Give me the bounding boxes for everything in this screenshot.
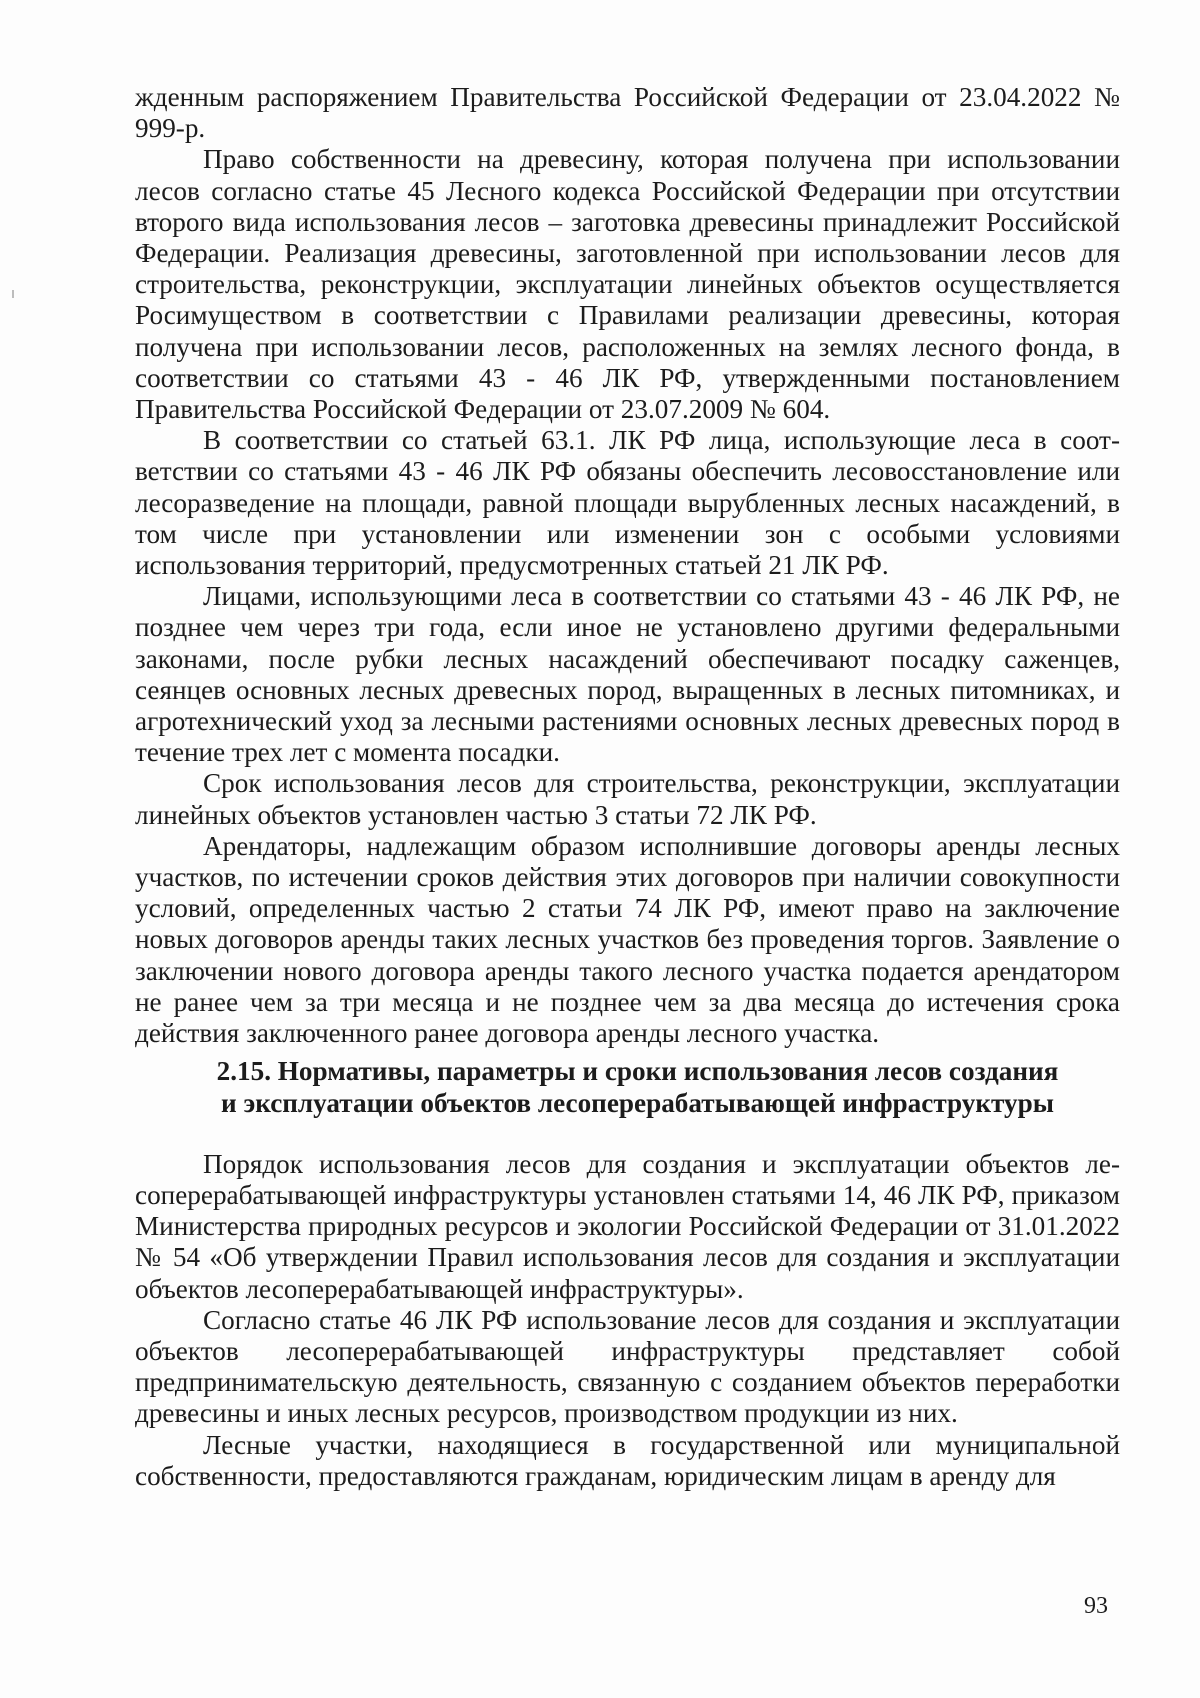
document-body <box>135 82 1120 1492</box>
section-heading <box>135 1056 1120 1118</box>
paragraph: Лесные участки, находящиеся в государственной или муниципальной собственности, предоставляются гражданам, юридическим лицам в аренду для <box>135 1429 1120 1491</box>
section-heading-line-1: 2.15. Нормативы, параметры и сроки использования лесов создания <box>216 1056 1059 1087</box>
paragraph: Порядок использования лесов для создания и эксплуатации объектов лесоперерабатывающей инфраструктуры установлен статьями 14, 46 ЛК РФ, приказом Министерства природных ресурсов и экологии Российской Федерации от 31.01.2022 № 54 «Об утверждении Правил использования лесов для создания и эксплуатации объектов лесоперерабатывающей инфраструктуры». <box>135 1148 1120 1304</box>
section-heading-line-2: и эксплуатации объектов лесоперерабатывающей инфраструктуры <box>221 1087 1054 1118</box>
paragraph: Право собственности на древесину, которая получена при использовании лесов согласно статье 45 Лесного кодекса Российской Федерации при отсутствии второго вида использования лесов – заготовка древесины принадлежит Российской Федерации. Реализация древесины, заготовленной при использовании лесов для строительства, реконструкции, эксплуатации линейных объектов осуществляется Росимуществом в соответствии с Правилами реализации древесины, которая получена при использовании лесов, расположенных на землях лесного фонда, в соответствии со статьями 43 - 46 ЛК РФ, утвержденными постановлением Правительства Российской Федерации от 23.07.2009 № 604. <box>135 144 1120 425</box>
paragraph: Срок использования лесов для строительства, реконструкции, эксплуатации линейных объектов установлен частью 3 статьи 72 ЛК РФ. <box>135 768 1120 830</box>
page-number: 93 <box>1084 1593 1108 1619</box>
paragraph: В соответствии со статьей 63.1. ЛК РФ лица, использующие леса в соответствии со статьями 43 - 46 ЛК РФ обязаны обеспечить лесовосстановление или лесоразведение на площади, равной площади вырубленных лесных насаждений, в том числе при установлении или изменении зон с особыми условиями использования территорий, предусмотренных статьей 21 ЛК РФ. <box>135 425 1120 581</box>
spacer <box>135 1119 1120 1149</box>
paragraph-continuation: жденным распоряжением Правительства Российской Федерации от 23.04.2022 № 999-р. <box>135 82 1120 144</box>
scan-mark <box>12 290 14 298</box>
paragraph: Согласно статье 46 ЛК РФ использование лесов для создания и эксплуатации объектов лесоперерабатывающей инфраструктуры представляет собой предпринимательскую деятельность, связанную с созданием объектов переработки древесины и иных лесных ресурсов, производством продукции из них. <box>135 1304 1120 1429</box>
paragraph: Арендаторы, надлежащим образом исполнившие договоры аренды лесных участков, по истечении сроков действия этих договоров при наличии совокупности условий, определенных частью 2 статьи 74 ЛК РФ, имеют право на заключение новых договоров аренды таких лесных участков без проведения торгов. Заявление о заключении нового договора аренды такого лесного участка подается арендатором не ранее чем за три месяца и не позднее чем за два месяца до истечения срока действия заключенного ранее договора аренды лесного участка. <box>135 830 1120 1049</box>
paragraph: Лицами, использующими леса в соответствии со статьями 43 - 46 ЛК РФ, не позднее чем через три года, если иное не установлено другими федеральными законами, после рубки лесных насаждений обеспечивают посадку саженцев, сеянцев основных лесных древесных пород, выращенных в лесных питомниках, и агротехнический уход за лесными растениями основных лесных древесных пород в течение трех лет с момента посадки. <box>135 581 1120 768</box>
